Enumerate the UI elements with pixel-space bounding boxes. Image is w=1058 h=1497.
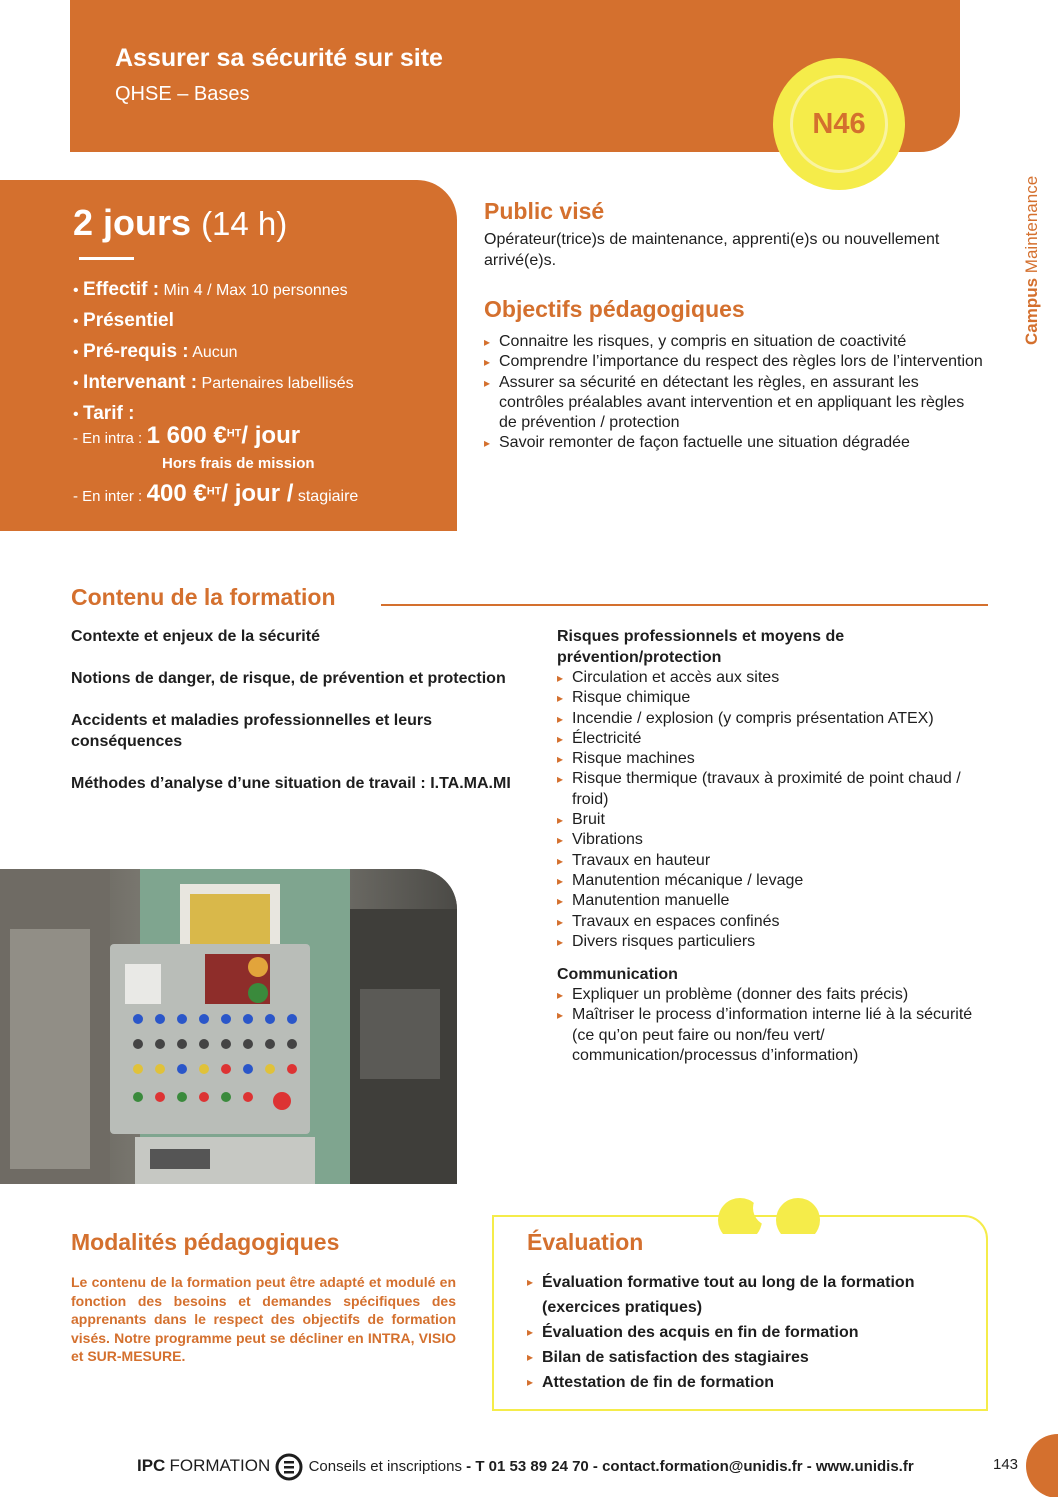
list-item: ▸ Comprendre l’importance du respect des règles lors de l’intervention [484, 352, 984, 372]
corner-decoration [1026, 1434, 1058, 1497]
brand-bold: IPC [137, 1455, 166, 1475]
list-item: ▸ Manutention manuelle [557, 891, 989, 911]
list-item: ▸ Assurer sa sécurité en détectant les règles, en assurant les contrôles préalables avant intervention et en appliquant les règles de prévention / protection [484, 373, 984, 434]
content-topic: Méthodes d’analyse d’une situation de travail : I.TA.MA.MI [71, 775, 511, 792]
list-item: ▸ Travaux en espaces confinés [557, 912, 989, 932]
list-item: ▸ Maîtriser le process d’information interne lié à la sécurité (ce qu’on peut faire ou non/feu vert/ communication/processus d’information) [557, 1005, 989, 1066]
content-topic: Accidents et maladies professionnelles et leurs conséquences [71, 712, 433, 750]
objectifs-heading: Objectifs pédagogiques [484, 296, 745, 322]
list-item: ▸ Expliquer un problème (donner des faits précis) [557, 985, 989, 1005]
communication-heading: Communication [557, 966, 678, 984]
footer-contact[interactable]: - T 01 53 89 24 70 - contact.formation@unidis.fr - www.unidis.fr [466, 1457, 914, 1475]
content-topic: Contexte et enjeux de la sécurité [71, 628, 320, 645]
side-label-bold: Campus [1022, 277, 1041, 345]
side-label-rest: Maintenance [1022, 175, 1041, 274]
info-item: • Intervenant : Partenaires labellisés [73, 372, 354, 393]
content-topic: Notions de danger, de risque, de prévention et protection [71, 670, 506, 687]
list-item: ▸ Attestation de fin de formation [527, 1370, 967, 1395]
list-item: ▸ Vibrations [557, 830, 989, 850]
risques-heading: Risques professionnels et moyens de prévention/protection [557, 628, 845, 666]
list-item: ▸ Électricité [557, 729, 989, 749]
list-item: ▸ Bilan de satisfaction des stagiaires [527, 1345, 967, 1370]
section-divider [381, 604, 988, 606]
page-subtitle: QHSE – Bases [115, 83, 250, 105]
list-item: ▸ Divers risques particuliers [557, 932, 989, 952]
risques-list [557, 668, 989, 952]
inter-price: - En inter : 400 €$^{HT}$/ jour / stagiaire [73, 480, 359, 507]
list-item: ▸ Risque thermique (travaux à proximité de point chaud / froid) [557, 769, 989, 810]
info-item: • Présentiel [73, 310, 174, 331]
info-item: • Tarif : [73, 403, 135, 424]
info-item: • Pré-requis : Aucun [73, 341, 238, 362]
ipc-logo-icon [274, 1452, 304, 1482]
intra-price: - En intra : 1 600 €$^{HT}$/ jour [73, 422, 301, 449]
brand-rest: FORMATION [169, 1455, 271, 1475]
modalites-heading: Modalités pédagogiques [71, 1229, 340, 1255]
list-item: ▸ Évaluation des acquis en fin de formation [527, 1320, 967, 1345]
list-item: ▸ Incendie / explosion (y compris présentation ATEX) [557, 709, 989, 729]
intra-note: Hors frais de mission [162, 455, 315, 472]
side-label [1022, 150, 1046, 345]
course-code-badge [773, 58, 905, 190]
info-item: • Effectif : Min 4 / Max 10 personnes [73, 279, 348, 300]
duration-underline [79, 257, 134, 260]
footer-text: Conseils et inscriptions [308, 1457, 462, 1475]
list-item: ▸ Savoir remonter de façon factuelle une situation dégradée [484, 433, 984, 453]
control-panel-photo [0, 869, 457, 1184]
info-list [73, 274, 354, 429]
list-item: ▸ Risque chimique [557, 688, 989, 708]
footer [137, 1452, 957, 1482]
list-item: ▸ Risque machines [557, 749, 989, 769]
list-item: ▸ Manutention mécanique / levage [557, 871, 989, 891]
modalites-text: Le contenu de la formation peut être adapté et modulé en fonction des besoins et demandes spécifiques des apprenants dans le respect des objectifs de formation visés. Notre programme peut se décliner en INTRA, VISIO et SUR-MESURE. [71, 1274, 456, 1364]
list-item: ▸ Travaux en hauteur [557, 851, 989, 871]
public-text: Opérateur(trice)s de maintenance, apprenti(e)s ou nouvellement arrivé(e)s. [484, 231, 940, 269]
list-item: ▸ Bruit [557, 810, 989, 830]
evaluation-list [527, 1270, 967, 1395]
course-code: N46 [790, 75, 888, 173]
duration: 2 jours (14 h) [73, 202, 288, 243]
info-box [0, 180, 457, 531]
page-number: 143 [993, 1456, 1019, 1473]
contenu-right [557, 626, 989, 1066]
list-item: ▸ Circulation et accès aux sites [557, 668, 989, 688]
communication-list [557, 985, 989, 1066]
contenu-heading: Contenu de la formation [71, 584, 336, 610]
page-title: Assurer sa sécurité sur site [115, 44, 443, 72]
objectifs-list [484, 332, 984, 454]
evaluation-heading: Évaluation [527, 1229, 644, 1255]
public-heading: Public visé [484, 198, 605, 224]
list-item: ▸ Connaitre les risques, y compris en situation de coactivité [484, 332, 984, 352]
contenu-left [71, 626, 511, 815]
list-item: ▸ Évaluation formative tout au long de la formation (exercices pratiques) [527, 1270, 967, 1320]
